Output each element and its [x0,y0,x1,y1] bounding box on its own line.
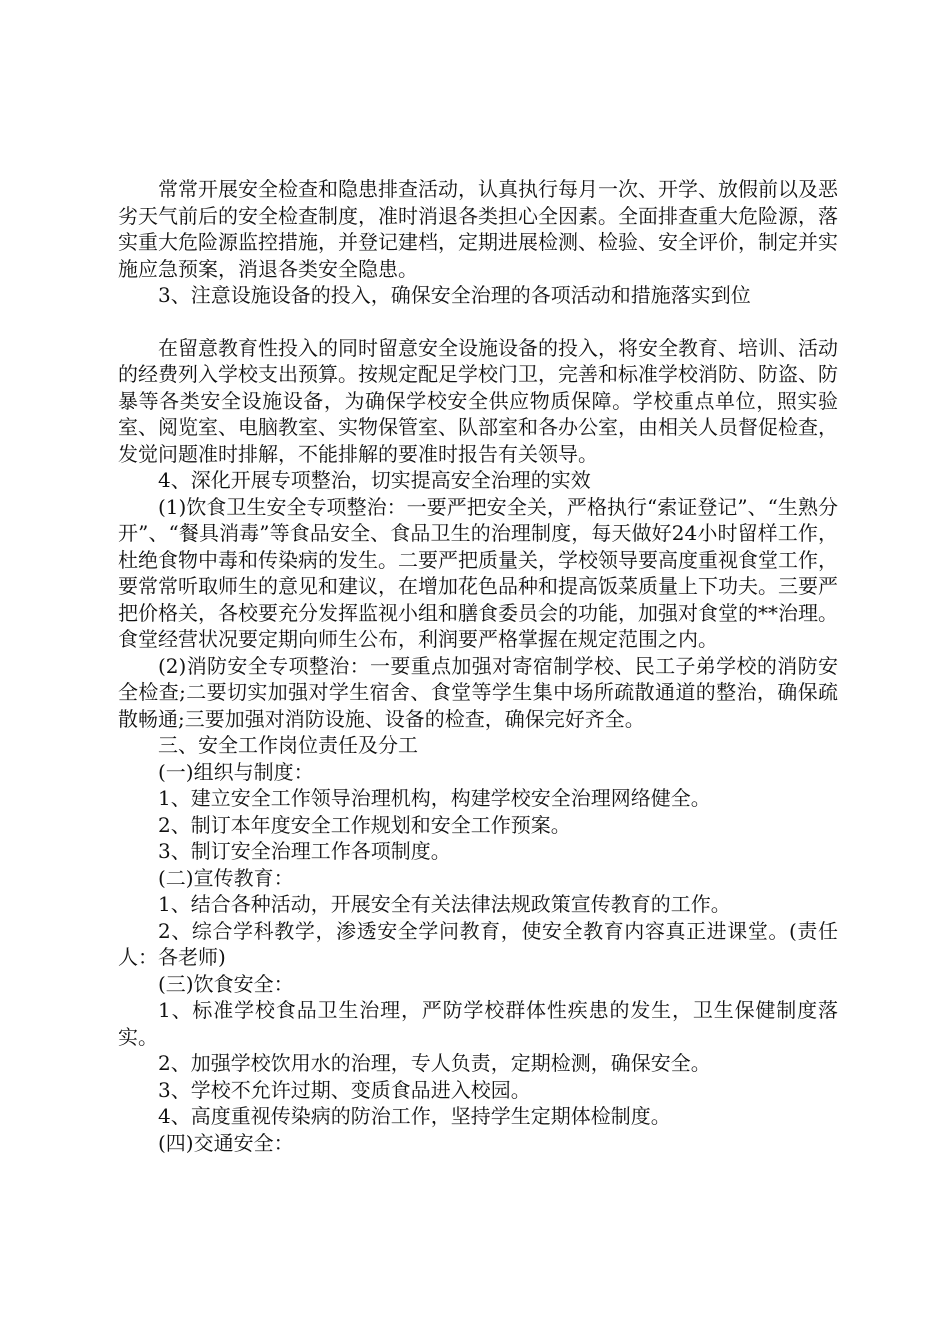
list-item: 2、综合学科教学，渗透安全学问教育，使安全教育内容真正进课堂。(责任人：各老师) [118,918,838,969]
paragraph-safety-inspection: 常常开展安全检查和隐患排查活动，认真执行每月一次、开学、放假前以及恶劣天气前后的安全检查制度，准时消退各类担心全因素。全面排查重大危险源，落实重大危险源监控措施，并登记建档，定期进展检测、检验、安全评价，制定并实施应急预案，消退各类安全隐患。 [118,177,838,281]
heading-facility-investment: 3、注意设施设备的投入，确保安全治理的各项活动和措施落实到位 [158,283,751,307]
list-item: 3、学校不允许过期、变质食品进入校园。 [158,1077,531,1102]
list-item: 3、制订安全治理工作各项制度。 [158,839,451,863]
list-item: 1、建立安全工作领导治理机构，构建学校安全治理网络健全。 [158,786,711,810]
list-item: 1、标准学校食品卫生治理，严防学校群体性疾患的发生，卫生保健制度落实。 [118,998,838,1049]
list-item: 2、加强学校饮用水的治理，专人负责，定期检测，确保安全。 [158,1051,711,1075]
subheading-organization: (一)组织与制度： [158,759,314,784]
subheading-traffic: (四)交通安全： [158,1130,294,1155]
paragraph-fire-safety: (2)消防安全专项整治：一要重点加强对寄宿制学校、民工子弟学校的消防安全检查;二要切实加强对学生宿舍、食堂等学生集中场所疏散通道的整治，确保疏散畅通;三要加强对消防设施、设备的检查，确保完好齐全。 [118,653,838,731]
paragraph-food-safety: (1)饮食卫生安全专项整治：一要严把安全关，严格执行“索证登记”、“生熟分开”、“餐具消毒”等食品安全、食品卫生的治理制度，每天做好24小时留样工作，杜绝食物中毒和传染病的发生。二要严把质量关，学校领导要高度重视食堂工作，要常常听取师生的意见和建议，在增加花色品种和提高饭菜质量上下功夫。三要严把价格关，各校要充分发挥监视小组和膳食委员会的功能，加强对食堂的**治理。食堂经营状况要定期向师生公布，利润要严格掌握在规定范围之内。 [118,494,838,651]
subheading-publicity: (二)宣传教育： [158,865,294,890]
heading-responsibilities: 三、安全工作岗位责任及分工 [158,733,418,757]
document-body [118,176,838,1156]
list-item: 2、制订本年度安全工作规划和安全工作预案。 [158,812,571,837]
list-item: 4、高度重视传染病的防治工作，坚持学生定期体检制度。 [158,1104,671,1128]
list-item: 1、结合各种活动，开展安全有关法律法规政策宣传教育的工作。 [158,892,731,916]
heading-special-rectification: 4、深化开展专项整治，切实提高安全治理的实效 [158,468,591,492]
paragraph-facility-investment: 在留意教育性投入的同时留意安全设施设备的投入，将安全教育、培训、活动的经费列入学校支出预算。按规定配足学校门卫，完善和标准学校消防、防盗、防暴等各类安全设施设备，为确保学校安全供应物质保障。学校重点单位，照实验室、阅览室、电脑教室、实物保管室、队部室和各办公室，由相关人员督促检查，发觉问题准时排解，不能排解的要准时报告有关领导。 [118,335,838,466]
subheading-food: (三)饮食安全： [158,971,294,996]
